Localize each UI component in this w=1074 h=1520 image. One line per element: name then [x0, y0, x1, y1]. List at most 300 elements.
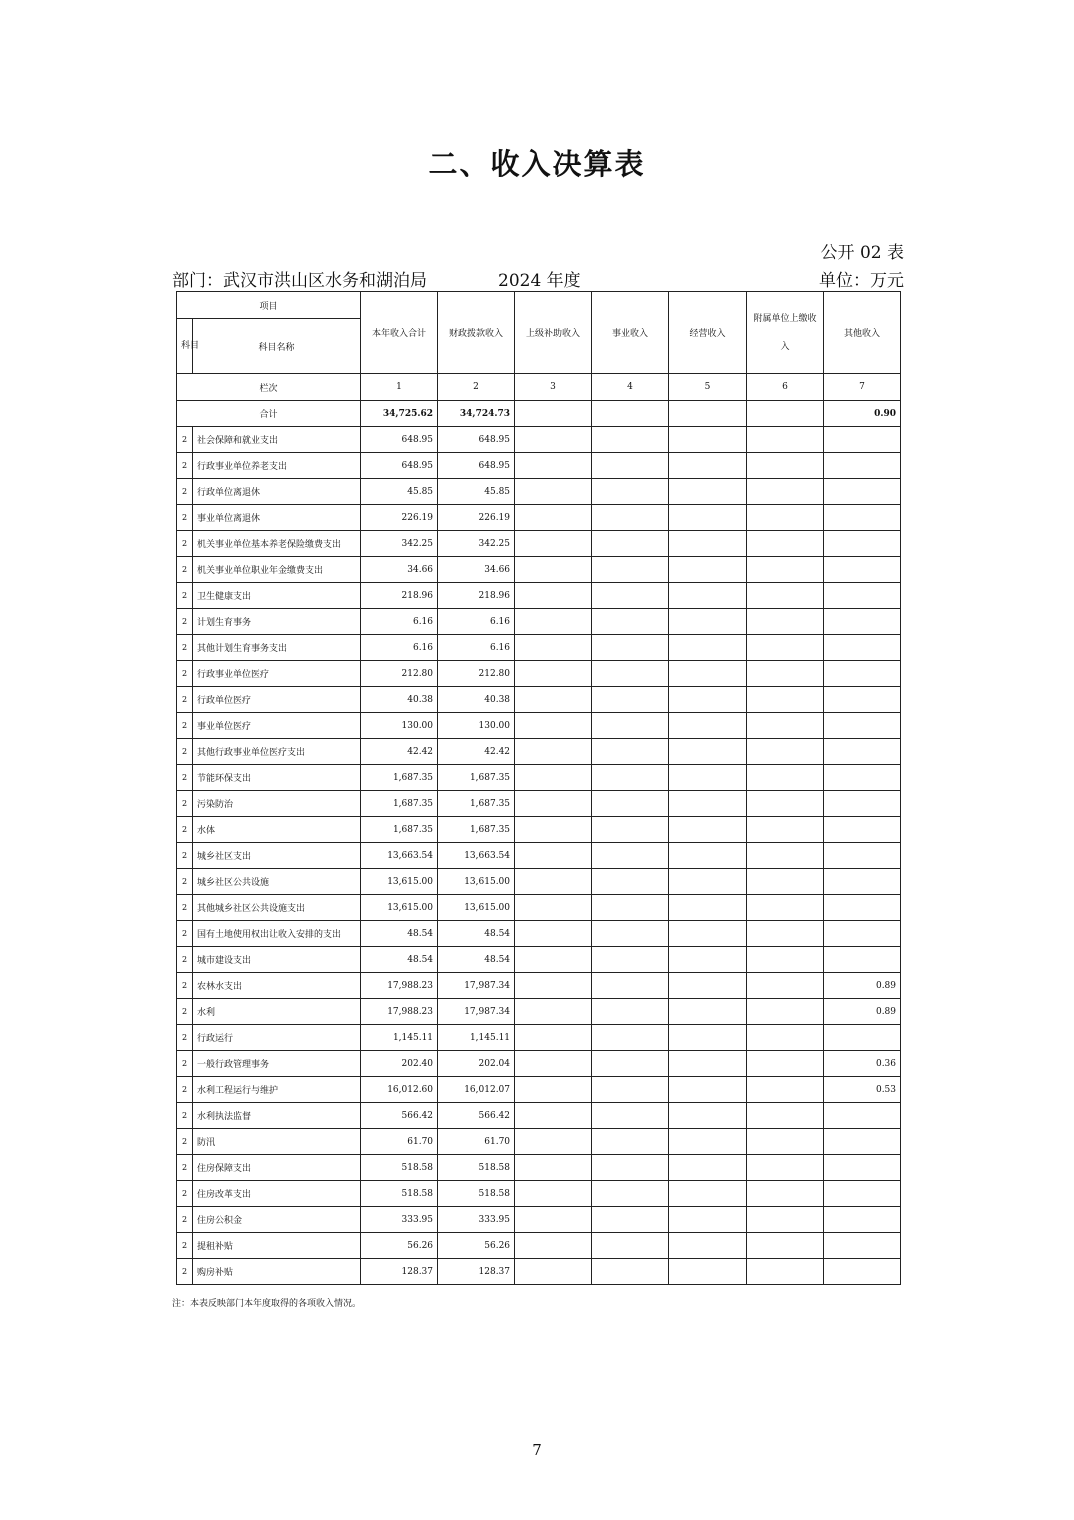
- superior-income-cell: [515, 1155, 592, 1181]
- affiliated-income-cell: [747, 791, 824, 817]
- business-income-cell: [592, 635, 669, 661]
- subject-name-cell: 事业单位离退休: [193, 505, 361, 531]
- other-income-cell: [824, 453, 901, 479]
- superior-income-cell: [515, 999, 592, 1025]
- fiscal-income-cell: 42.42: [438, 739, 515, 765]
- total-income-cell: 61.70: [361, 1129, 438, 1155]
- fiscal-income-cell: 13,615.00: [438, 895, 515, 921]
- business-income-cell: [592, 583, 669, 609]
- subject-code-cell: 2: [177, 583, 193, 609]
- table-row: [177, 453, 901, 479]
- superior-income-cell: [515, 479, 592, 505]
- fiscal-income-cell: 48.54: [438, 947, 515, 973]
- subject-name-cell: 国有土地使用权出让收入安排的支出: [193, 921, 361, 947]
- operating-income-cell: [669, 1051, 747, 1077]
- business-income-cell: [592, 609, 669, 635]
- total-income-cell: 648.95: [361, 453, 438, 479]
- total-income-cell: 218.96: [361, 583, 438, 609]
- subject-code-cell: 2: [177, 973, 193, 999]
- total-income-cell: 34.66: [361, 557, 438, 583]
- affiliated-income-cell: [747, 609, 824, 635]
- fiscal-income-cell: 40.38: [438, 687, 515, 713]
- index-cell: 5: [669, 374, 747, 401]
- other-income-cell: 0.53: [824, 1077, 901, 1103]
- operating-income-cell: [669, 1233, 747, 1259]
- subject-name-cell: 污染防治: [193, 791, 361, 817]
- total-row: [177, 401, 901, 427]
- subject-name-cell: 机关事业单位职业年金缴费支出: [193, 557, 361, 583]
- index-label: 栏次: [177, 374, 361, 401]
- subject-code-cell: 2: [177, 843, 193, 869]
- index-row: [177, 374, 901, 401]
- business-income-cell: [592, 1233, 669, 1259]
- other-income-cell: [824, 1155, 901, 1181]
- subject-name-cell: 行政运行: [193, 1025, 361, 1051]
- table-row: [177, 843, 901, 869]
- other-income-header: 其他收入: [824, 292, 901, 374]
- subject-name-cell: 水利工程运行与维护: [193, 1077, 361, 1103]
- operating-income-cell: [669, 843, 747, 869]
- business-income-cell: [592, 531, 669, 557]
- other-income-cell: [824, 557, 901, 583]
- affiliated-income-cell: [747, 1207, 824, 1233]
- operating-income-cell: [669, 1259, 747, 1285]
- subject-name-cell: 其他计划生育事务支出: [193, 635, 361, 661]
- table-row: [177, 687, 901, 713]
- total-income-cell: 42.42: [361, 739, 438, 765]
- subject-name-cell: 水体: [193, 817, 361, 843]
- other-income-cell: 0.89: [824, 999, 901, 1025]
- other-income-cell: [824, 1025, 901, 1051]
- business-income-cell: [592, 427, 669, 453]
- fiscal-income-cell: 48.54: [438, 921, 515, 947]
- total-income-cell: 45.85: [361, 479, 438, 505]
- superior-income-cell: [515, 921, 592, 947]
- total-income-cell: 1,687.35: [361, 791, 438, 817]
- subject-code-cell: 2: [177, 921, 193, 947]
- other-income-cell: [824, 635, 901, 661]
- other-income-cell: [824, 947, 901, 973]
- operating-income-cell: [669, 895, 747, 921]
- other-income-cell: [824, 531, 901, 557]
- total-income-value: 34,725.62: [361, 401, 438, 427]
- fiscal-income-cell: 648.95: [438, 453, 515, 479]
- affiliated-income-cell: [747, 1077, 824, 1103]
- affiliated-income-cell: [747, 531, 824, 557]
- affiliated-income-cell: [747, 557, 824, 583]
- other-income-cell: 0.36: [824, 1051, 901, 1077]
- page-number: 7: [532, 1441, 542, 1459]
- department-label: 部门：武汉市洪山区水务和湖泊局: [172, 271, 427, 291]
- table-row: [177, 531, 901, 557]
- other-income-cell: [824, 713, 901, 739]
- table-row: [177, 895, 901, 921]
- subject-code-cell: 2: [177, 427, 193, 453]
- superior-income-cell: [515, 557, 592, 583]
- table-row: [177, 1233, 901, 1259]
- other-income-cell: [824, 817, 901, 843]
- affiliated-income-cell: [747, 1259, 824, 1285]
- total-income-cell: 13,663.54: [361, 843, 438, 869]
- total-income-cell: 17,988.23: [361, 973, 438, 999]
- table-row: [177, 1077, 901, 1103]
- fiscal-income-cell: 333.95: [438, 1207, 515, 1233]
- other-income-cell: [824, 1233, 901, 1259]
- total-label: 合计: [177, 401, 361, 427]
- superior-income-cell: [515, 531, 592, 557]
- business-income-cell: [592, 1207, 669, 1233]
- other-income-cell: [824, 1259, 901, 1285]
- affiliated-income-cell: [747, 999, 824, 1025]
- total-income-cell: 16,012.60: [361, 1077, 438, 1103]
- affiliated-income-cell: [747, 713, 824, 739]
- total-income-cell: 6.16: [361, 609, 438, 635]
- total-income-cell: 128.37: [361, 1259, 438, 1285]
- affiliated-income-cell: [747, 687, 824, 713]
- total-income-cell: 48.54: [361, 921, 438, 947]
- table-row: [177, 661, 901, 687]
- operating-income-cell: [669, 999, 747, 1025]
- fiscal-income-cell: 648.95: [438, 427, 515, 453]
- superior-income-cell: [515, 1025, 592, 1051]
- affiliated-income-cell: [747, 1051, 824, 1077]
- subject-code-cell: 2: [177, 635, 193, 661]
- table-row: [177, 713, 901, 739]
- affiliated-income-cell: [747, 973, 824, 999]
- operating-income-cell: [669, 921, 747, 947]
- operating-income-cell: [669, 713, 747, 739]
- superior-income-cell: [515, 1233, 592, 1259]
- subject-name-cell: 提租补贴: [193, 1233, 361, 1259]
- subject-name-cell: 城乡社区支出: [193, 843, 361, 869]
- superior-income-cell: [515, 505, 592, 531]
- subject-code-cell: 2: [177, 661, 193, 687]
- other-income-cell: [824, 843, 901, 869]
- superior-income-cell: [515, 817, 592, 843]
- superior-income-cell: [515, 843, 592, 869]
- subject-code-cell: 2: [177, 479, 193, 505]
- total-income-cell: 1,145.11: [361, 1025, 438, 1051]
- total-income-cell: 342.25: [361, 531, 438, 557]
- total-income-cell: 518.58: [361, 1155, 438, 1181]
- fiscal-income-cell: 17,987.34: [438, 999, 515, 1025]
- affiliated-income-cell: [747, 921, 824, 947]
- operating-income-cell: [669, 1207, 747, 1233]
- other-income-cell: [824, 1103, 901, 1129]
- subject-name-cell: 计划生育事务: [193, 609, 361, 635]
- table-row: [177, 635, 901, 661]
- operating-income-cell: [669, 583, 747, 609]
- other-income-cell: [824, 427, 901, 453]
- subject-code-cell: 2: [177, 557, 193, 583]
- operating-income-cell: [669, 1129, 747, 1155]
- total-superior-value: [515, 401, 592, 427]
- fiscal-income-cell: 202.04: [438, 1051, 515, 1077]
- subject-name-cell: 水利执法监督: [193, 1103, 361, 1129]
- subject-name-cell: 行政单位医疗: [193, 687, 361, 713]
- subject-code-cell: 2: [177, 895, 193, 921]
- subject-code-cell: 2: [177, 765, 193, 791]
- operating-income-cell: [669, 1103, 747, 1129]
- table-row: [177, 973, 901, 999]
- total-income-cell: 226.19: [361, 505, 438, 531]
- total-income-cell: 40.38: [361, 687, 438, 713]
- table-row: [177, 869, 901, 895]
- subject-name-cell: 事业单位医疗: [193, 713, 361, 739]
- table-row: [177, 817, 901, 843]
- index-cell: 4: [592, 374, 669, 401]
- operating-income-cell: [669, 479, 747, 505]
- table-row: [177, 1181, 901, 1207]
- total-business-value: [592, 401, 669, 427]
- superior-income-cell: [515, 765, 592, 791]
- subject-name-cell: 行政单位离退休: [193, 479, 361, 505]
- operating-income-cell: [669, 557, 747, 583]
- total-income-cell: 56.26: [361, 1233, 438, 1259]
- table-row: [177, 1103, 901, 1129]
- subject-name-cell: 住房公积金: [193, 1207, 361, 1233]
- affiliated-income-cell: [747, 1103, 824, 1129]
- other-income-cell: [824, 739, 901, 765]
- affiliated-income-cell: [747, 817, 824, 843]
- subject-name-cell: 行政事业单位医疗: [193, 661, 361, 687]
- affiliated-income-cell: [747, 895, 824, 921]
- business-income-cell: [592, 479, 669, 505]
- table-row: [177, 583, 901, 609]
- subject-name-cell: 卫生健康支出: [193, 583, 361, 609]
- other-income-cell: [824, 1207, 901, 1233]
- unit-label: 单位：万元: [819, 271, 904, 291]
- other-income-cell: 0.89: [824, 973, 901, 999]
- subject-name-cell: 水利: [193, 999, 361, 1025]
- table-row: [177, 791, 901, 817]
- business-income-cell: [592, 895, 669, 921]
- item-header: 项目: [177, 292, 361, 319]
- affiliated-income-cell: [747, 505, 824, 531]
- total-income-cell: 13,615.00: [361, 869, 438, 895]
- subject-code-cell: 2: [177, 1259, 193, 1285]
- affiliated-income-cell: [747, 869, 824, 895]
- superior-income-cell: [515, 1103, 592, 1129]
- subject-code-cell: 2: [177, 999, 193, 1025]
- code-header: 科目: [177, 319, 193, 374]
- superior-income-cell: [515, 791, 592, 817]
- subject-name-cell: 行政事业单位养老支出: [193, 453, 361, 479]
- operating-income-cell: [669, 1025, 747, 1051]
- affiliated-income-cell: [747, 661, 824, 687]
- operating-income-cell: [669, 427, 747, 453]
- subject-code-cell: 2: [177, 739, 193, 765]
- business-income-cell: [592, 947, 669, 973]
- subject-code-cell: 2: [177, 505, 193, 531]
- fiscal-income-cell: 1,687.35: [438, 791, 515, 817]
- fiscal-income-cell: 1,687.35: [438, 765, 515, 791]
- fiscal-income-cell: 13,615.00: [438, 869, 515, 895]
- affiliated-income-cell: [747, 1233, 824, 1259]
- operating-income-cell: [669, 947, 747, 973]
- subject-name-cell: 节能环保支出: [193, 765, 361, 791]
- subject-code-cell: 2: [177, 687, 193, 713]
- total-income-cell: 13,615.00: [361, 895, 438, 921]
- business-income-cell: [592, 453, 669, 479]
- fiscal-income-cell: 13,663.54: [438, 843, 515, 869]
- subject-name-cell: 住房改革支出: [193, 1181, 361, 1207]
- other-income-cell: [824, 505, 901, 531]
- superior-income-cell: [515, 635, 592, 661]
- total-other-value: 0.90: [824, 401, 901, 427]
- index-cell: 3: [515, 374, 592, 401]
- table-row: [177, 739, 901, 765]
- total-income-cell: 566.42: [361, 1103, 438, 1129]
- table-row: [177, 1025, 901, 1051]
- fiscal-income-cell: 226.19: [438, 505, 515, 531]
- table-row: [177, 999, 901, 1025]
- subject-code-cell: 2: [177, 1181, 193, 1207]
- fiscal-income-cell: 128.37: [438, 1259, 515, 1285]
- subject-code-cell: 2: [177, 1155, 193, 1181]
- operating-income-cell: [669, 765, 747, 791]
- superior-income-cell: [515, 713, 592, 739]
- total-operating-value: [669, 401, 747, 427]
- fiscal-income-cell: 34.66: [438, 557, 515, 583]
- operating-income-cell: [669, 791, 747, 817]
- subject-code-cell: 2: [177, 1077, 193, 1103]
- fiscal-income-cell: 6.16: [438, 609, 515, 635]
- table-row: [177, 505, 901, 531]
- subject-name-cell: 其他行政事业单位医疗支出: [193, 739, 361, 765]
- business-income-cell: [592, 557, 669, 583]
- business-income-cell: [592, 1181, 669, 1207]
- table-row: [177, 609, 901, 635]
- total-income-header: 本年收入合计: [361, 292, 438, 374]
- affiliated-income-header: 附属单位上缴收入: [747, 292, 824, 374]
- operating-income-cell: [669, 739, 747, 765]
- total-income-cell: 1,687.35: [361, 817, 438, 843]
- business-income-cell: [592, 973, 669, 999]
- total-income-cell: 648.95: [361, 427, 438, 453]
- fiscal-income-cell: 518.58: [438, 1155, 515, 1181]
- name-header: 科目名称: [193, 319, 361, 374]
- business-income-cell: [592, 687, 669, 713]
- form-number: 公开 02 表: [820, 243, 904, 263]
- header-row-top: [177, 292, 901, 319]
- subject-name-cell: 社会保障和就业支出: [193, 427, 361, 453]
- affiliated-income-cell: [747, 479, 824, 505]
- business-income-cell: [592, 1129, 669, 1155]
- table-row: [177, 479, 901, 505]
- subject-code-cell: 2: [177, 947, 193, 973]
- superior-income-cell: [515, 1259, 592, 1285]
- subject-code-cell: 2: [177, 1207, 193, 1233]
- subject-code-cell: 2: [177, 1129, 193, 1155]
- business-income-cell: [592, 999, 669, 1025]
- total-income-cell: 48.54: [361, 947, 438, 973]
- fiscal-income-cell: 1,145.11: [438, 1025, 515, 1051]
- business-income-cell: [592, 791, 669, 817]
- table-row: [177, 1051, 901, 1077]
- subject-code-cell: 2: [177, 531, 193, 557]
- total-income-cell: 1,687.35: [361, 765, 438, 791]
- total-income-cell: 202.40: [361, 1051, 438, 1077]
- affiliated-income-cell: [747, 583, 824, 609]
- superior-income-cell: [515, 1077, 592, 1103]
- superior-income-cell: [515, 1129, 592, 1155]
- other-income-cell: [824, 869, 901, 895]
- affiliated-income-cell: [747, 765, 824, 791]
- fiscal-income-cell: 61.70: [438, 1129, 515, 1155]
- operating-income-cell: [669, 973, 747, 999]
- fiscal-income-cell: 566.42: [438, 1103, 515, 1129]
- affiliated-income-cell: [747, 1155, 824, 1181]
- table-row: [177, 921, 901, 947]
- table-row: [177, 427, 901, 453]
- index-cell: 2: [438, 374, 515, 401]
- operating-income-cell: [669, 453, 747, 479]
- total-income-cell: 17,988.23: [361, 999, 438, 1025]
- superior-income-cell: [515, 453, 592, 479]
- subject-name-cell: 防汛: [193, 1129, 361, 1155]
- subject-code-cell: 2: [177, 713, 193, 739]
- superior-income-cell: [515, 947, 592, 973]
- business-income-cell: [592, 869, 669, 895]
- table-row: [177, 1155, 901, 1181]
- subject-name-cell: 城市建设支出: [193, 947, 361, 973]
- business-income-cell: [592, 505, 669, 531]
- subject-name-cell: 住房保障支出: [193, 1155, 361, 1181]
- affiliated-income-cell: [747, 453, 824, 479]
- subject-code-cell: 2: [177, 1233, 193, 1259]
- subject-name-cell: 购房补贴: [193, 1259, 361, 1285]
- fiscal-income-cell: 212.80: [438, 661, 515, 687]
- table-row: [177, 765, 901, 791]
- index-cell: 6: [747, 374, 824, 401]
- fiscal-income-cell: 16,012.07: [438, 1077, 515, 1103]
- superior-income-cell: [515, 661, 592, 687]
- total-income-cell: 130.00: [361, 713, 438, 739]
- affiliated-income-cell: [747, 1129, 824, 1155]
- subject-code-cell: 2: [177, 869, 193, 895]
- other-income-cell: [824, 583, 901, 609]
- business-income-cell: [592, 1103, 669, 1129]
- other-income-cell: [824, 895, 901, 921]
- total-income-cell: 6.16: [361, 635, 438, 661]
- business-income-header: 事业收入: [592, 292, 669, 374]
- fiscal-income-cell: 6.16: [438, 635, 515, 661]
- other-income-cell: [824, 921, 901, 947]
- total-income-cell: 518.58: [361, 1181, 438, 1207]
- subject-name-cell: 城乡社区公共设施: [193, 869, 361, 895]
- business-income-cell: [592, 817, 669, 843]
- operating-income-cell: [669, 817, 747, 843]
- subject-code-cell: 2: [177, 453, 193, 479]
- superior-income-header: 上级补助收入: [515, 292, 592, 374]
- table-row: [177, 1259, 901, 1285]
- total-affiliated-value: [747, 401, 824, 427]
- business-income-cell: [592, 765, 669, 791]
- affiliated-income-cell: [747, 427, 824, 453]
- table-row: [177, 1129, 901, 1155]
- index-cell: 1: [361, 374, 438, 401]
- business-income-cell: [592, 843, 669, 869]
- affiliated-income-cell: [747, 1181, 824, 1207]
- business-income-cell: [592, 1259, 669, 1285]
- business-income-cell: [592, 661, 669, 687]
- business-income-cell: [592, 713, 669, 739]
- subject-code-cell: 2: [177, 817, 193, 843]
- subject-name-cell: 机关事业单位基本养老保险缴费支出: [193, 531, 361, 557]
- operating-income-cell: [669, 1181, 747, 1207]
- operating-income-cell: [669, 1155, 747, 1181]
